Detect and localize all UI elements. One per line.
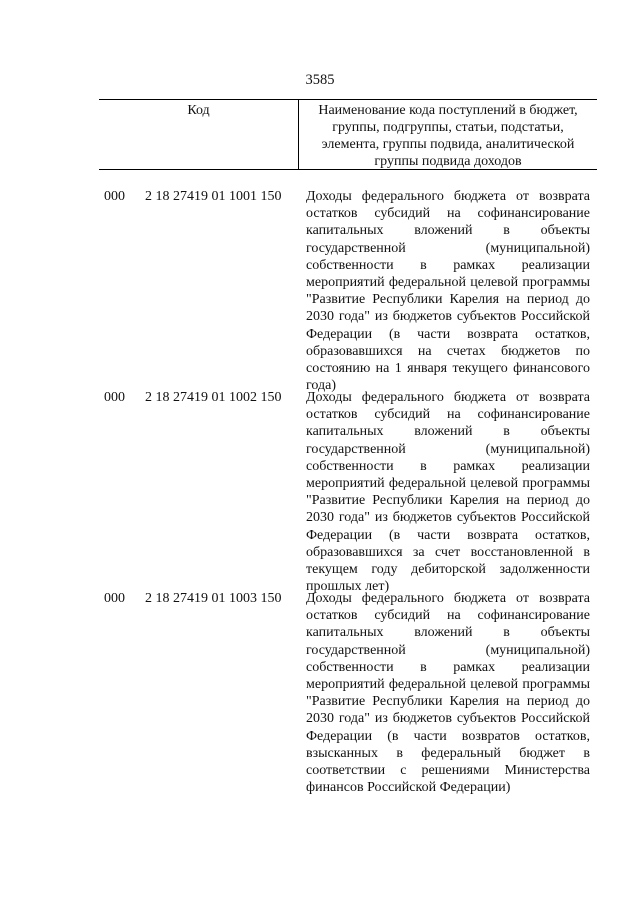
revenue-description: Доходы федерального бюджета от возврата остатков субсидий на софинансирование капитальных вложений в объекты государственной (муниципальной) собственности в рамках реализации мероприятий федеральной целевой программы "Развитие Республики Карелия на период до 2030 года" из бюджетов субъектов Российской Федерации (в части возврата остатков, образовавшихся на счетах бюджетов по состоянию на 1 января текущего финансового года) [306,189,590,394]
admin-code: 000 [104,390,125,405]
admin-code: 000 [104,189,125,204]
page-number: 3585 [305,72,335,88]
revenue-code: 2 18 27419 01 1002 150 [145,390,282,405]
revenue-code: 2 18 27419 01 1003 150 [145,591,282,606]
header-code-column: Код [99,100,299,169]
table-header [99,99,597,170]
header-name-column: Наименование кода поступлений в бюджет, группы, подгруппы, статьи, подстатьи, элемента, группы подвида, аналитической группы подвида доходов [318,103,578,169]
revenue-description: Доходы федерального бюджета от возврата остатков субсидий на софинансирование капитальных вложений в объекты государственной (муниципальной) собственности в рамках реализации мероприятий федеральной целевой программы "Развитие Республики Карелия на период до 2030 года" из бюджетов субъектов Российской Федерации (в части возврата остатков, образовавшихся за счет восстановленной в текущем году дебиторской задолженности прошлых лет) [306,390,590,595]
revenue-description: Доходы федерального бюджета от возврата остатков субсидий на софинансирование капитальных вложений в объекты государственной (муниципальной) собственности в рамках реализации мероприятий федеральной целевой программы "Развитие Республики Карелия на период до 2030 года" из бюджетов субъектов Российской Федерации (в части возвратов остатков, взысканных в федеральный бюджет в соответствии с решениями Министерства финансов Российской Федерации) [306,591,590,796]
admin-code: 000 [104,591,125,606]
revenue-code: 2 18 27419 01 1001 150 [145,189,282,204]
